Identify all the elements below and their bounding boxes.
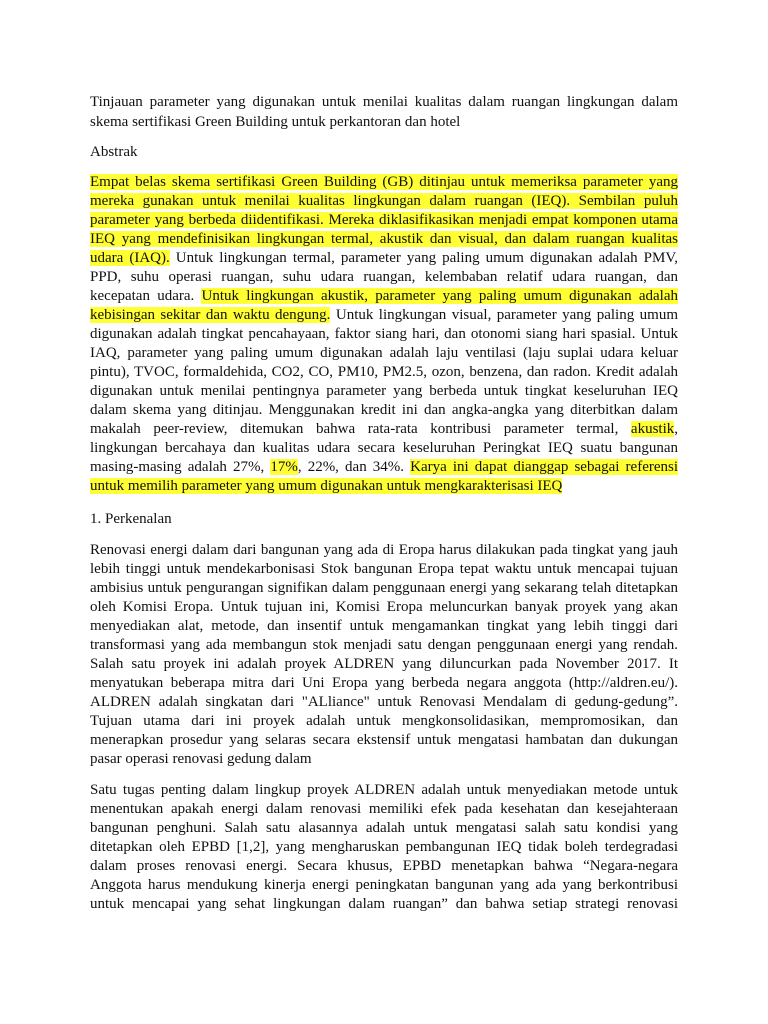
text-span: digunakan adalah tingkat pencahayaan, faktor siang hari, dan otonomi siang hari spasial. Untuk — [90, 326, 678, 342]
paragraph-line: ditetapkan oleh EPBD [1,2], yang mengharuskan pembangunan IEQ tidak boleh terdegradasi — [90, 839, 678, 855]
highlighted-text: IEQ yang mendefinisikan lingkungan termal, akustik dan visual, dan dalam ruangan kualitas — [90, 231, 678, 247]
paragraph-line: Tujuan utama dari ini proyek adalah untuk mengkonsolidasikan, mempromosikan, dan — [90, 713, 678, 729]
text-span: Untuk lingkungan termal, parameter yang paling umum digunakan adalah PMV, — [169, 250, 678, 266]
title-line: skema sertifikasi Green Building untuk perkantoran dan hotel — [90, 114, 461, 130]
abstract-line — [90, 230, 678, 249]
paragraph-line: pasar operasi renovasi gedung dalam — [90, 751, 312, 767]
abstract-line — [90, 287, 678, 306]
paragraph-line: Satu tugas penting dalam lingkup proyek ALDREN adalah untuk menyediakan metode untuk — [90, 782, 678, 798]
highlighted-text: parameter yang berbeda diidentifikasi. Mereka diklasifikasikan menjadi empat komponen utama — [90, 212, 678, 228]
abstract-line — [90, 173, 678, 192]
paragraph-line: menyatukan beberapa mitra dari Uni Eropa yang berbeda negara anggota (http://aldren.eu/). — [90, 675, 678, 691]
paragraph-line: untuk mencapai yang sehat lingkungan dalam ruangan” dan bahwa setiap strategi renovasi — [90, 896, 678, 912]
highlighted-text: mereka gunakan untuk menilai kualitas lingkungan dalam ruangan (IEQ). Sembilan puluh — [90, 193, 678, 209]
abstract-line — [90, 325, 678, 344]
text-span: pintu), TVOC, formaldehida, CO2, CO, PM10, PM2.5, ozon, benzena, dan radon. Kredit adalah — [90, 364, 678, 380]
paragraph-line: ambisius untuk pengurangan signifikan dalam penggunaan energi yang sekarang telah ditetapkan — [90, 580, 678, 596]
abstract-line — [90, 344, 678, 363]
paragraph-line: menerapkan prosedur yang selaras secara ekstensif untuk mengatasi hambatan dan dukungan — [90, 732, 678, 748]
highlighted-text: akustik — [630, 421, 675, 437]
highlighted-text: kebisingan sekitar dan waktu dengung. — [90, 307, 331, 323]
title-line: Tinjauan parameter yang digunakan untuk menilai kualitas dalam ruangan lingkungan dalam — [90, 94, 678, 110]
text-span: digunakan untuk menilai pentingnya parameter yang berbeda untuk tingkat keseluruhan IEQ — [90, 383, 678, 399]
text-span: lingkungan bercahaya dan kualitas udara secara keseluruhan Peringkat IEQ suatu bangunan — [90, 440, 678, 456]
abstract-line — [90, 268, 678, 287]
abstract-line — [90, 211, 678, 230]
abstract-line — [90, 363, 678, 382]
abstract-line — [90, 249, 678, 268]
text-span: makalah peer-review, ditemukan bahwa rata-rata kontribusi parameter termal, — [90, 421, 631, 437]
paragraph-line: bangunan penghuni. Salah satu alasannya adalah untuk mengatasi salah satu kondisi yang — [90, 820, 678, 836]
highlighted-text: untuk memilih parameter yang umum digunakan untuk mengkarakterisasi IEQ — [90, 478, 563, 494]
text-span: kecepatan udara. — [90, 288, 202, 304]
paragraph-line: menyediakan alat, metode, dan insentif untuk mengamankan tingkat yang lebih tinggi dari — [90, 618, 678, 634]
text-span: IAQ, parameter yang paling umum digunakan adalah laju ventilasi (laju suplai udara keluar — [90, 345, 678, 361]
paragraph-line: Anggota harus mendukung kinerja energi peningkatan bangunan yang ada yang berkontribusi — [90, 877, 678, 893]
abstract-line — [90, 382, 678, 401]
paragraph-line: ALDREN adalah singkatan dari "ALliance" untuk Renovasi Mendalam di gedung-gedung”. — [90, 694, 678, 710]
paragraph-line: Renovasi energi dalam dari bangunan yang ada di Eropa harus dilakukan pada tingkat yang jauh — [90, 542, 678, 558]
highlighted-text: Untuk lingkungan akustik, parameter yang paling umum digunakan adalah — [201, 288, 678, 304]
paragraph-line: dalam proses renovasi energi. Secara khusus, EPBD menetapkan bahwa “Negara-negara — [90, 858, 678, 874]
abstract-line — [90, 477, 678, 496]
paragraph-line: transformasi yang ada membangun stok menjadi satu dengan penggunaan energi yang rendah. — [90, 637, 678, 653]
text-span: masing-masing adalah 27%, — [90, 459, 271, 475]
text-span: Untuk lingkungan visual, parameter yang paling umum — [330, 307, 678, 323]
text-span: , — [674, 421, 678, 437]
text-span: PPD, suhu operasi ruangan, suhu udara ruangan, kelembaban relatif udara ruangan, dan — [90, 269, 678, 285]
text-span: dalam skema yang ditinjau. Menggunakan kredit ini dan angka-angka yang diterbitkan dalam — [90, 402, 678, 418]
abstract-line — [90, 401, 678, 420]
abstract-line — [90, 439, 678, 458]
abstract-line — [90, 192, 678, 211]
highlighted-text: udara (IAQ). — [90, 250, 170, 266]
text-span: , 22%, dan 34%. — [297, 459, 411, 475]
paragraph-line: lebih tinggi untuk mendekarbonisasi Stok bangunan Eropa tepat waktu untuk mencapai tujuan — [90, 561, 678, 577]
paragraph-line: menentukan apakah energi dalam renovasi memiliki efek pada kesehatan dan kesejahteraan — [90, 801, 678, 817]
abstract-line — [90, 306, 678, 325]
abstract-heading: Abstrak — [90, 144, 138, 160]
abstract-line — [90, 420, 678, 439]
section-heading-perkenalan: 1. Perkenalan — [90, 511, 172, 527]
highlighted-text: 17% — [270, 459, 298, 475]
highlighted-text: Empat belas skema sertifikasi Green Building (GB) ditinjau untuk memeriksa parameter yang — [90, 174, 678, 190]
paragraph-line: oleh Komisi Eropa. Untuk tujuan ini, Komisi Eropa meluncurkan banyak proyek yang akan — [90, 599, 678, 615]
abstract-line — [90, 458, 678, 477]
paragraph-line: Salah satu proyek ini adalah proyek ALDREN yang diluncurkan pada November 2017. It — [90, 656, 678, 672]
highlighted-text: Karya ini dapat dianggap sebagai referensi — [410, 459, 679, 475]
